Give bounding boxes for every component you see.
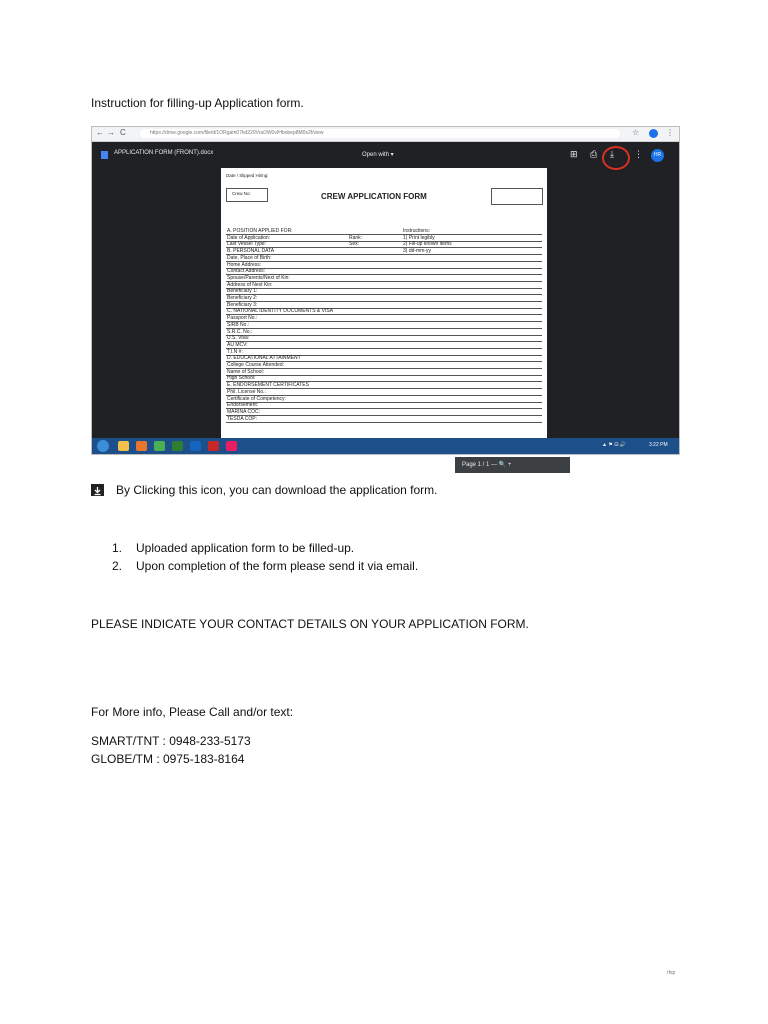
form-row-line [226,314,542,315]
form-row-label: A. POSITION APPLIED FOR: [227,228,293,234]
form-title: CREW APPLICATION FORM [321,192,427,201]
step-number: 1. [112,541,123,555]
form-row-label: Certificate of Competency: [227,395,286,402]
form-right-label: 3) dd-mm-yy [403,248,432,255]
address-bar[interactable]: https://drive.google.com/file/d/1ORgam07kd220VraDW0vIHbobep8M0s2f/view [140,129,620,138]
form-row-line [226,335,542,336]
form-row-label: Beneficiary 1: [227,288,258,295]
form-row-label: E. ENDORSEMENT CERTIFICATES [227,382,309,389]
form-row-label: SIRB No.: [227,321,250,328]
form-row-line [226,408,542,409]
browser-bar [92,127,679,142]
form-row-line [226,368,542,369]
form-row-label: Phil. License No.: [227,388,266,395]
windows-taskbar [92,438,679,454]
more-info-label: For More info, Please Call and/or text: [91,705,294,719]
form-row-label: TESDA COP: [227,415,258,422]
crew-no-label: Crew No: [232,191,251,196]
file-name: APPLICATION FORM (FRONT).docx [114,150,214,156]
form-row-line [226,415,542,416]
form-row-label: Spouse/Parents/Next of Kin: [227,274,290,281]
back-icon[interactable]: ← [96,128,104,137]
form-row-line [226,375,542,376]
form-row-line [226,281,542,282]
form-row-label: Beneficiary 3: [227,301,258,308]
app-icon[interactable] [208,441,219,451]
form-row-line [226,294,542,295]
form-row-label: High School: [227,375,256,382]
forward-icon[interactable]: → [107,128,115,137]
form-row-line [226,328,542,329]
paint-icon[interactable] [226,441,237,451]
download-highlight-circle [602,146,630,170]
form-row-label: C. NATIONAL IDENTITY DOCUMENTS & VISA [227,308,334,315]
page-heading: Instruction for filling-up Application form. [91,96,304,110]
form-row-line [226,268,542,269]
download-icon[interactable]: ⤓ [610,149,614,159]
form-row-label: S.R.C. No.: [227,328,253,335]
form-row-line [226,402,542,403]
form-row-label: D. EDUCATIONAL ATTAINMENT [227,355,301,362]
chrome-icon[interactable] [154,441,165,451]
download-icon [91,484,104,496]
crew-no-box [226,188,268,202]
explorer-icon[interactable] [118,441,129,451]
form-row-label: Passport No.: [227,315,258,322]
form-right-label: Instructions: [403,228,430,234]
form-row-line [226,288,542,289]
start-button[interactable] [97,440,109,452]
form-row-label: Endorsement: [227,402,259,409]
system-tray[interactable]: ▲ ⚑ ⊡ 🔊 [602,442,627,448]
form-right-label: Rank: [349,234,363,241]
taskbar-clock: 3:22 PM [649,442,668,448]
form-row-label: Last Vessel Type: [227,241,267,248]
avatar[interactable]: HR [651,149,664,162]
form-row-line [226,254,542,255]
form-row-label: MARINA COC: [227,408,261,415]
form-row-label: U.S. Visa: [227,335,250,342]
media-icon[interactable] [136,441,147,451]
add-comment-icon[interactable]: ⊞ [570,149,578,159]
browser-menu-icon[interactable]: ⋮ [666,128,674,137]
contact-globe: GLOBE/TM : 0975-183-8164 [91,752,245,766]
form-right-label: 1) Print legibly [403,234,435,241]
print-icon[interactable]: ⎙ [590,149,598,159]
form-header-left: Date / Slipped Hiring: [226,173,269,178]
page-navigation-bar[interactable]: Page 1 / 1 — 🔍 + [455,457,570,473]
more-actions-icon[interactable]: ⋮ [634,149,643,159]
page-mark: rfsp [667,970,676,976]
form-row-label: Date of Application: [227,234,271,241]
form-row-line [226,388,542,389]
star-icon[interactable]: ☆ [632,128,640,137]
form-row-label: Home Address: [227,261,262,268]
step-text: Uploaded application form to be filled-up. [136,541,355,555]
form-row-label: Contact Address: [227,268,266,275]
document-preview [221,168,547,468]
open-with-button[interactable]: Open with ▾ [362,152,394,158]
form-row-line [226,321,542,322]
form-row-line [226,241,542,242]
form-row-line [226,234,542,235]
form-row-line [226,348,542,349]
reload-icon[interactable]: C [120,128,126,137]
docx-file-icon [101,151,108,159]
contact-notice: PLEASE INDICATE YOUR CONTACT DETAILS ON YOUR APPLICATION FORM. [91,617,529,631]
contact-smart: SMART/TNT : 0948-233-5173 [91,734,251,748]
form-row-label: Beneficiary 2: [227,295,258,301]
form-row-label: Name of School: [227,368,264,375]
form-right-label: 2) Fill-up known items [403,241,452,248]
excel-icon[interactable] [172,441,183,451]
download-caption: By Clicking this icon, you can download the application form. [116,483,438,497]
step-number: 2. [112,559,123,573]
form-row-label: Address of Next Kin: [227,281,273,288]
photo-box [491,188,543,205]
drive-viewer-header [92,142,679,168]
form-row-line [226,341,542,342]
drive-screenshot [91,126,680,468]
step-text: Upon completion of the form please send it via email. [136,559,419,573]
form-row-label: AU MCV: [227,341,248,348]
form-right-label: Sex: [349,241,360,248]
form-row-label: Date, Place of Birth: [227,254,272,261]
form-row-line [226,301,542,302]
profile-icon[interactable] [649,129,658,138]
form-row-label: B. PERSONAL DATA [227,248,275,255]
form-row-line [226,261,542,262]
form-row-label: T.I.N #: [227,348,243,355]
word-icon[interactable] [190,441,201,451]
form-row-label: College Course Attended: [227,362,284,368]
form-row-line [226,422,542,423]
